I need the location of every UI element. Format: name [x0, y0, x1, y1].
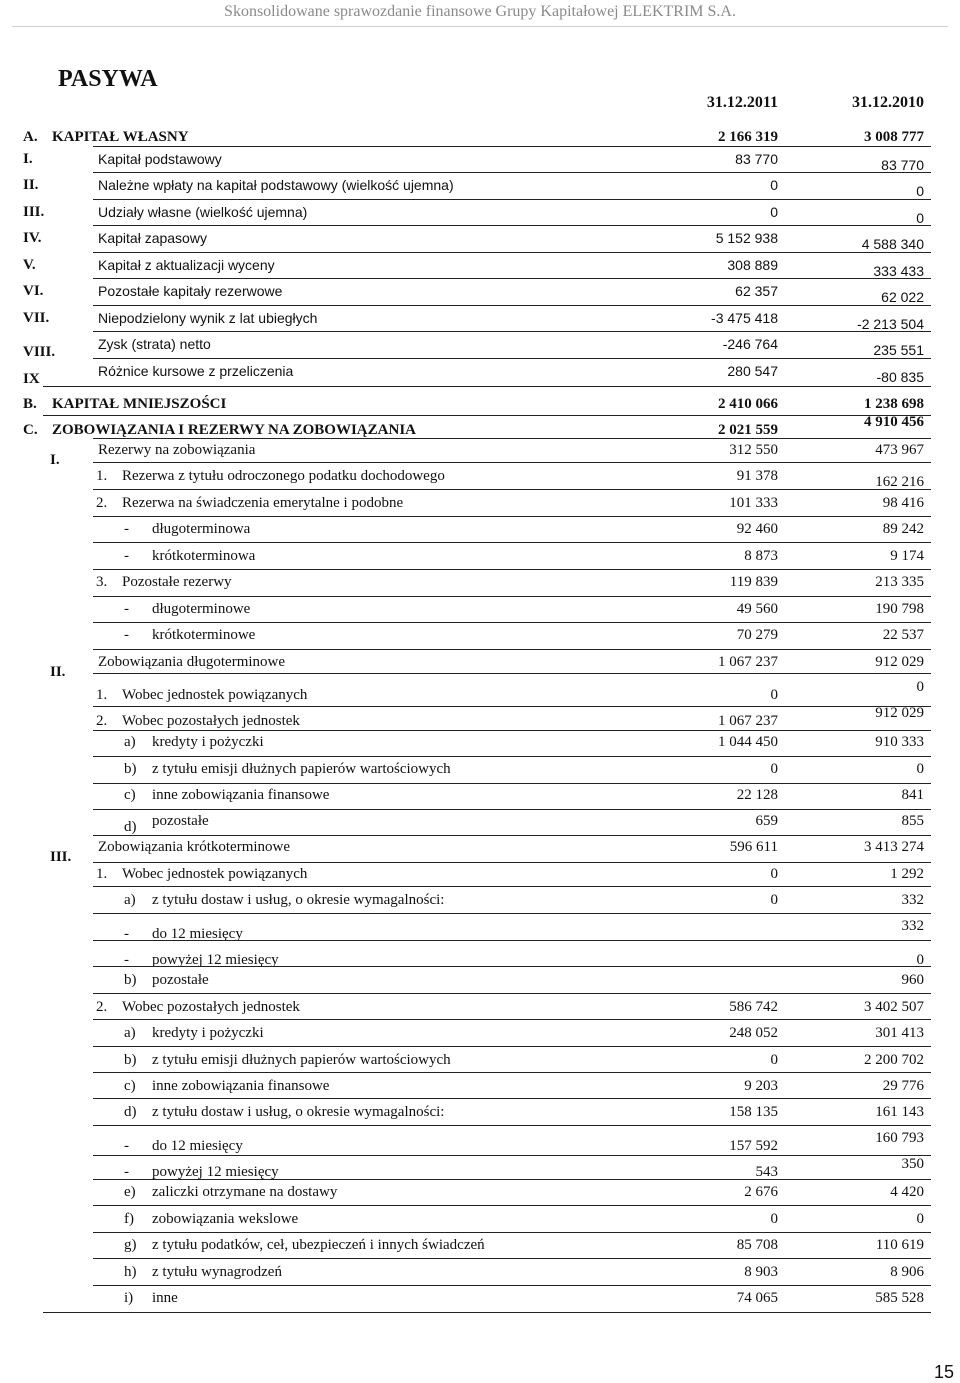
row-divider: [93, 1046, 931, 1047]
value-2011: 8 903: [744, 1264, 778, 1280]
value-2011: 91 378: [736, 468, 778, 484]
value-2010: 98 416: [882, 495, 924, 511]
row-divider: [93, 146, 931, 147]
value-2010: 1 238 698: [864, 396, 924, 412]
row-number: I.: [50, 452, 60, 468]
row-divider: [93, 706, 931, 707]
row-number: II.: [50, 664, 66, 680]
row-label: zaliczki otrzymane na dostawy: [152, 1184, 338, 1200]
value-2010: 332: [901, 892, 924, 908]
value-2010: 8 906: [890, 1264, 924, 1280]
value-2010: 4 910 456: [864, 414, 924, 430]
row-number: VIII.: [23, 344, 56, 360]
value-2011: 119 839: [729, 574, 778, 590]
row-divider: [93, 622, 931, 623]
value-2010: 9 174: [890, 548, 924, 564]
value-2010: 0: [916, 761, 924, 777]
value-2010: 910 333: [875, 734, 924, 750]
value-2010: 0: [916, 679, 924, 695]
row-label: do 12 miesięcy: [152, 1138, 243, 1154]
row-label: powyżej 12 miesięcy: [152, 1164, 279, 1180]
value-2011: -3 475 418: [711, 310, 778, 326]
row-divider: [93, 331, 931, 332]
row-divider: [43, 1312, 931, 1313]
row-number: II.: [23, 177, 39, 193]
value-2011: 158 135: [729, 1104, 778, 1120]
row-marker: -: [124, 627, 129, 643]
row-divider: [93, 835, 931, 836]
row-divider: [93, 1072, 931, 1073]
value-2011: 308 889: [727, 257, 778, 273]
value-2010: 4 588 340: [861, 236, 924, 252]
value-2011: 0: [770, 177, 778, 193]
value-2011: 2 021 559: [718, 422, 778, 438]
value-2011: -246 764: [722, 336, 778, 352]
row-label: długoterminowa: [152, 521, 251, 537]
row-divider: [93, 596, 931, 597]
header-divider: [12, 26, 948, 27]
value-2010: 161 143: [875, 1104, 924, 1120]
value-2011: 74 065: [736, 1290, 778, 1306]
row-label: Zobowiązania długoterminowe: [98, 654, 286, 670]
row-divider: [93, 516, 931, 517]
value-2010: 235 551: [873, 342, 924, 358]
value-2010: 213 335: [875, 574, 924, 590]
row-marker: h): [124, 1264, 137, 1280]
row-number: III.: [23, 204, 45, 220]
row-label: inne zobowiązania finansowe: [152, 1078, 330, 1094]
row-label: Wobec pozostałych jednostek: [122, 713, 300, 729]
row-marker: -: [124, 952, 129, 968]
value-2010: 585 528: [875, 1290, 924, 1306]
row-marker: a): [124, 734, 136, 750]
page-title: PASYWA: [58, 66, 158, 92]
row-divider: [93, 305, 931, 306]
row-divider: [93, 1019, 931, 1020]
value-2010: 960: [901, 972, 924, 988]
row-number: VII.: [23, 310, 50, 326]
row-marker: 1.: [96, 866, 108, 882]
row-marker: a): [124, 892, 136, 908]
page-number: 15: [933, 1362, 954, 1382]
column-header-2011: 31.12.2011: [706, 94, 778, 111]
row-label: Rezerwy na zobowiązania: [98, 442, 256, 458]
row-label: krótkoterminowe: [152, 627, 256, 643]
row-divider: [93, 673, 931, 674]
row-number: VI.: [23, 283, 44, 299]
row-label: Różnice kursowe z przeliczenia: [98, 363, 294, 379]
row-divider: [93, 1205, 931, 1206]
value-2010: 3 413 274: [864, 839, 924, 855]
value-2011: 596 611: [729, 839, 778, 855]
value-2010: 110 619: [875, 1237, 924, 1253]
value-2011: 85 708: [736, 1237, 778, 1253]
value-2011: 22 128: [736, 787, 778, 803]
value-2011: 8 873: [744, 548, 778, 564]
value-2010: 0: [916, 952, 924, 968]
value-2011: 0: [770, 1211, 778, 1227]
row-divider: [93, 966, 931, 967]
value-2011: 0: [770, 1052, 778, 1068]
value-2010: 62 022: [881, 289, 924, 305]
value-2011: 101 333: [729, 495, 778, 511]
value-2010: 1 292: [890, 866, 924, 882]
row-marker: -: [124, 1164, 129, 1180]
value-2011: 659: [755, 813, 778, 829]
row-marker: 2.: [96, 495, 108, 511]
row-label: Kapitał zapasowy: [98, 230, 207, 246]
row-divider: [93, 940, 931, 941]
row-divider: [93, 1258, 931, 1259]
value-2010: 912 029: [875, 705, 924, 721]
row-label: pozostałe: [152, 972, 209, 988]
row-label: kredyty i pożyczki: [152, 734, 264, 750]
row-label: Rezerwa z tytułu odroczonego podatku dochodowego: [122, 468, 445, 484]
row-label: długoterminowe: [152, 601, 251, 617]
row-marker: g): [124, 1237, 137, 1253]
value-2010: 190 798: [875, 601, 924, 617]
value-2010: 162 216: [875, 474, 924, 490]
value-2010: 912 029: [875, 654, 924, 670]
value-2011: 543: [755, 1164, 778, 1180]
value-2011: 9 203: [744, 1078, 778, 1094]
value-2011: 2 410 066: [718, 396, 778, 412]
value-2011: 280 547: [727, 363, 778, 379]
value-2010: 89 242: [882, 521, 924, 537]
row-marker: c): [124, 1078, 136, 1094]
value-2011: 83 770: [735, 151, 778, 167]
value-2010: 841: [901, 787, 924, 803]
row-label: Niepodzielony wynik z lat ubiegłych: [98, 310, 318, 326]
row-divider: [93, 172, 931, 173]
value-2010: 350: [901, 1156, 924, 1172]
row-marker: 1.: [96, 468, 108, 484]
value-2011: 248 052: [729, 1025, 778, 1041]
row-marker: b): [124, 972, 137, 988]
value-2010: 29 776: [882, 1078, 924, 1094]
row-number: V.: [23, 257, 36, 273]
value-2010: 0: [916, 1211, 924, 1227]
column-header-2010: 31.12.2010: [852, 94, 924, 111]
row-marker: 3.: [96, 574, 108, 590]
value-2011: 586 742: [729, 999, 778, 1015]
row-divider: [93, 462, 931, 463]
row-label: zobowiązania wekslowe: [152, 1211, 299, 1227]
value-2010: 160 793: [875, 1130, 924, 1146]
value-2011: 1 067 237: [718, 713, 778, 729]
row-marker: -: [124, 926, 129, 942]
row-divider: [93, 358, 931, 359]
value-2010: 0: [916, 183, 924, 199]
value-2011: 62 357: [735, 283, 778, 299]
row-divider: [93, 1155, 931, 1156]
row-marker: a): [124, 1025, 136, 1041]
row-label: powyżej 12 miesięcy: [152, 952, 279, 968]
row-label: kredyty i pożyczki: [152, 1025, 264, 1041]
row-label: Rezerwa na świadczenia emerytalne i podobne: [122, 495, 404, 511]
row-divider: [93, 569, 931, 570]
value-2010: 301 413: [875, 1025, 924, 1041]
value-2011: 1 067 237: [718, 654, 778, 670]
row-number: IV.: [23, 230, 42, 246]
row-divider: [93, 489, 931, 490]
value-2010: 3 008 777: [864, 129, 924, 145]
value-2010: 3 402 507: [864, 999, 924, 1015]
row-marker: b): [124, 1052, 137, 1068]
row-divider: [93, 886, 931, 887]
row-marker: f): [124, 1211, 134, 1227]
value-2011: 0: [770, 866, 778, 882]
row-label: z tytułu emisji dłużnych papierów wartościowych: [152, 1052, 451, 1068]
row-number: III.: [50, 849, 72, 865]
document-header: Skonsolidowane sprawozdanie finansowe Grupy Kapitałowej ELEKTRIM S.A.: [224, 3, 736, 20]
value-2011: 5 152 938: [715, 230, 778, 246]
row-divider: [93, 913, 931, 914]
value-2011: 92 460: [736, 521, 778, 537]
row-label: do 12 miesięcy: [152, 926, 243, 942]
row-divider: [93, 199, 931, 200]
row-marker: 2.: [96, 999, 108, 1015]
row-divider: [93, 756, 931, 757]
row-number: IX: [23, 371, 40, 387]
value-2010: -2 213 504: [857, 316, 924, 332]
row-divider: [43, 386, 931, 387]
row-label: KAPITAŁ WŁASNY: [52, 129, 189, 145]
value-2010: -80 835: [876, 369, 924, 385]
row-number: B.: [23, 396, 37, 412]
value-2010: 473 967: [875, 442, 924, 458]
value-2011: 70 279: [736, 627, 778, 643]
value-2010: 83 770: [881, 157, 924, 173]
row-marker: i): [124, 1290, 134, 1306]
value-2010: 2 200 702: [864, 1052, 924, 1068]
row-label: Kapitał podstawowy: [98, 151, 222, 167]
row-label: ZOBOWIĄZANIA I REZERWY NA ZOBOWIĄZANIA: [52, 422, 416, 438]
row-divider: [93, 1285, 931, 1286]
row-label: pozostałe: [152, 813, 209, 829]
row-label: krótkoterminowa: [152, 548, 256, 564]
value-2011: 0: [770, 892, 778, 908]
row-number: A.: [23, 129, 38, 145]
value-2011: 2 676: [744, 1184, 778, 1200]
row-divider: [93, 993, 931, 994]
row-marker: b): [124, 761, 137, 777]
row-label: Pozostałe kapitały rezerwowe: [98, 283, 283, 299]
row-label: Pozostałe rezerwy: [122, 574, 232, 590]
row-label: inne: [152, 1290, 178, 1306]
row-label: Wobec pozostałych jednostek: [122, 999, 300, 1015]
row-label: z tytułu podatków, ceł, ubezpieczeń i innych świadczeń: [152, 1237, 485, 1253]
row-divider: [93, 730, 931, 731]
row-marker: c): [124, 787, 136, 803]
row-label: Wobec jednostek powiązanych: [122, 866, 308, 882]
row-divider: [93, 649, 931, 650]
row-marker: -: [124, 521, 129, 537]
row-divider: [43, 415, 931, 416]
row-label: KAPITAŁ MNIEJSZOŚCI: [52, 396, 227, 412]
row-divider: [93, 809, 931, 810]
value-2010: 333 433: [873, 263, 924, 279]
row-divider: [93, 862, 931, 863]
row-marker: 2.: [96, 713, 108, 729]
row-divider: [93, 783, 931, 784]
row-label: Udziały własne (wielkość ujemna): [98, 204, 308, 220]
value-2010: 4 420: [890, 1184, 924, 1200]
value-2010: 22 537: [882, 627, 924, 643]
value-2011: 49 560: [736, 601, 778, 617]
value-2011: 312 550: [729, 442, 778, 458]
row-label: z tytułu dostaw i usług, o okresie wymagalności:: [152, 1104, 445, 1120]
value-2011: 1 044 450: [718, 734, 778, 750]
row-label: Zysk (strata) netto: [98, 336, 211, 352]
row-label: Kapitał z aktualizacji wyceny: [98, 257, 275, 273]
row-divider: [93, 1125, 931, 1126]
row-label: z tytułu dostaw i usług, o okresie wymagalności:: [152, 892, 445, 908]
row-marker: -: [124, 548, 129, 564]
row-divider: [93, 1179, 931, 1180]
value-2010: 855: [901, 813, 924, 829]
value-2011: 2 166 319: [718, 129, 778, 145]
row-label: inne zobowiązania finansowe: [152, 787, 330, 803]
row-divider: [93, 542, 931, 543]
row-label: Wobec jednostek powiązanych: [122, 687, 308, 703]
row-marker: e): [124, 1184, 136, 1200]
row-divider: [93, 225, 931, 226]
row-divider: [93, 438, 931, 439]
row-marker: d): [124, 1104, 137, 1120]
row-marker: -: [124, 601, 129, 617]
value-2011: 0: [770, 204, 778, 220]
row-number: C.: [23, 422, 38, 438]
value-2011: 0: [770, 687, 778, 703]
row-marker: d): [124, 819, 137, 835]
row-marker: 1.: [96, 687, 108, 703]
value-2011: 157 592: [729, 1138, 778, 1154]
row-divider: [93, 1098, 931, 1099]
row-label: Zobowiązania krótkoterminowe: [98, 839, 291, 855]
row-label: Należne wpłaty na kapitał podstawowy (wielkość ujemna): [98, 177, 454, 193]
row-divider: [93, 1232, 931, 1233]
value-2011: 0: [770, 761, 778, 777]
row-divider: [93, 252, 931, 253]
row-marker: -: [124, 1138, 129, 1154]
row-label: z tytułu wynagrodzeń: [152, 1264, 282, 1280]
row-divider: [93, 278, 931, 279]
row-label: z tytułu emisji dłużnych papierów wartościowych: [152, 761, 451, 777]
value-2010: 0: [916, 210, 924, 226]
row-number: I.: [23, 151, 33, 167]
value-2010: 332: [901, 918, 924, 934]
